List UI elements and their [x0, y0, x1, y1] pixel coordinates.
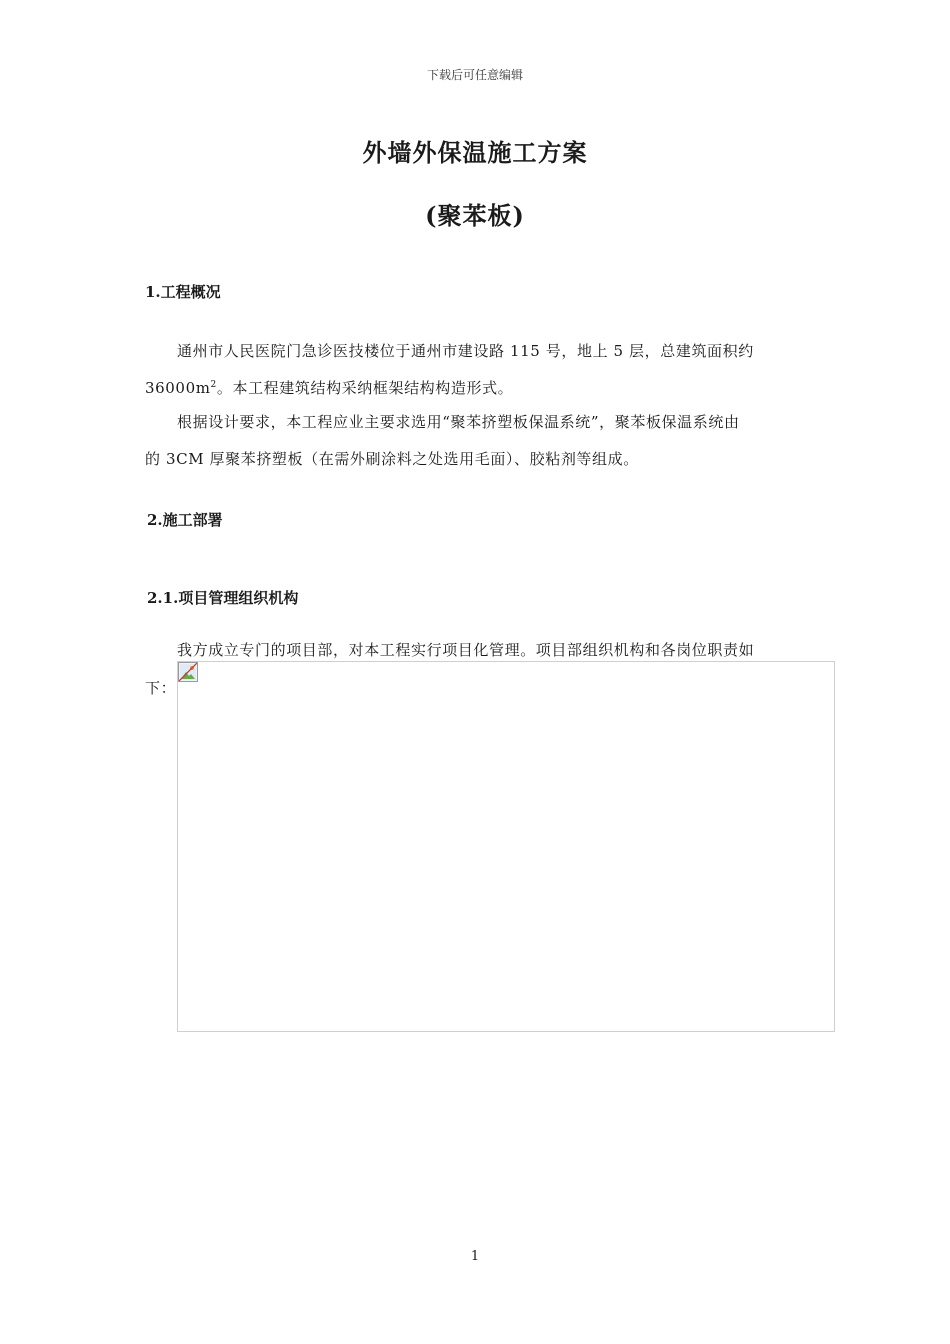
- section-1-para-1-line-1: 通州市人民医院门急诊医技楼位于通州市建设路 115 号，地上 5 层，总建筑面积约: [177, 342, 754, 360]
- section-1-para-2-line-1: 根据设计要求，本工程应业主要求选用“聚苯挤塑板保温系统”，聚苯板保温系统由: [177, 413, 740, 431]
- document-title: 外墙外保温施工方案: [362, 138, 588, 167]
- para-1-tail: 。本工程建筑结构采纳框架结构构造形式。: [216, 379, 514, 397]
- section-2-1-para-line-1: 我方成立专门的项目部，对本工程实行项目化管理。项目部组织机构和各岗位职责如: [177, 641, 755, 659]
- area-unit-superscript: 2: [210, 380, 217, 390]
- broken-image-icon: [178, 662, 198, 682]
- org-chart-image-placeholder: [177, 661, 835, 1032]
- section-1-para-2-line-2: 的 3CM 厚聚苯挤塑板（在需外刷涂料之处选用毛面）、胶粘剂等组成。: [145, 450, 639, 468]
- area-value: 36000m: [145, 379, 211, 397]
- section-1-heading: 1.工程概况: [145, 283, 221, 301]
- section-1-para-1-line-2: [145, 377, 513, 398]
- section-2-1-heading: 2.1.项目管理组织机构: [147, 589, 299, 607]
- document-subtitle: (聚苯板): [425, 201, 525, 230]
- section-2-heading: 2.施工部署: [147, 511, 223, 529]
- section-2-1-para-line-2: 下：: [145, 679, 177, 697]
- page-header-note: 下载后可任意编辑: [426, 68, 523, 82]
- page-number: 1: [470, 1249, 480, 1264]
